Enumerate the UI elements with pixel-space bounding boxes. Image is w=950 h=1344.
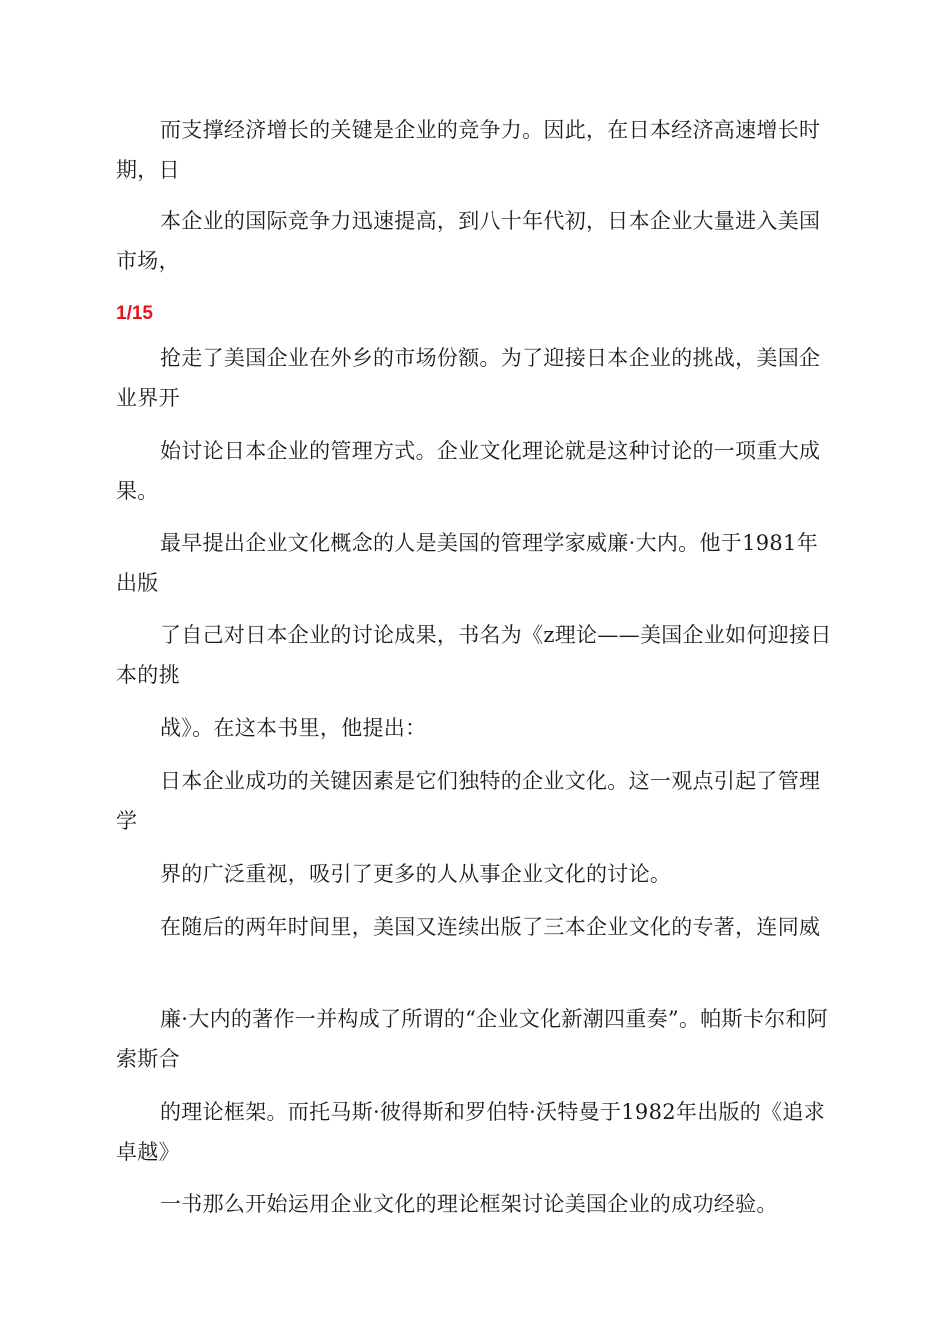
paragraph-8: 日本企业成功的关键因素是它们独特的企业文化。这一观点引起了管理学 xyxy=(116,769,821,833)
paragraph-9: 界的广泛重视，吸引了更多的人从事企业文化的讨论。 xyxy=(160,862,672,886)
paragraph-13: 一书那么开始运用企业文化的理论框架讨论美国企业的成功经验。 xyxy=(160,1192,778,1216)
paragraph-11: 廉·大内的著作一并构成了所谓的“企业文化新潮四重奏”。帕斯卡尔和阿索斯合 xyxy=(116,1007,829,1071)
paragraph-6: 了自己对日本企业的讨论成果，书名为《z理论——美国企业如何迎接日本的挑 xyxy=(116,623,832,687)
paragraph-12: 的理论框架。而托马斯·彼得斯和罗伯特·沃特曼于1982年出版的《追求卓越》 xyxy=(116,1100,825,1164)
paragraph-10: 在随后的两年时间里，美国又连续出版了三本企业文化的专著，连同威 xyxy=(160,915,821,939)
paragraph-4: 始讨论日本企业的管理方式。企业文化理论就是这种讨论的一项重大成果。 xyxy=(116,439,821,503)
page-number: 1/15 xyxy=(116,303,153,324)
paragraph-1: 而支撑经济增长的关键是企业的竞争力。因此，在日本经济高速增长时期，日 xyxy=(116,118,821,182)
paragraph-2: 本企业的国际竞争力迅速提高，到八十年代初，日本企业大量进入美国市场， xyxy=(116,209,821,273)
paragraph-5: 最早提出企业文化概念的人是美国的管理学家威廉·大内。他于1981年出版 xyxy=(116,531,819,595)
paragraph-7: 战》。在这本书里，他提出： xyxy=(160,716,427,740)
paragraph-3: 抢走了美国企业在外乡的市场份额。为了迎接日本企业的挑战，美国企业界开 xyxy=(116,346,821,410)
